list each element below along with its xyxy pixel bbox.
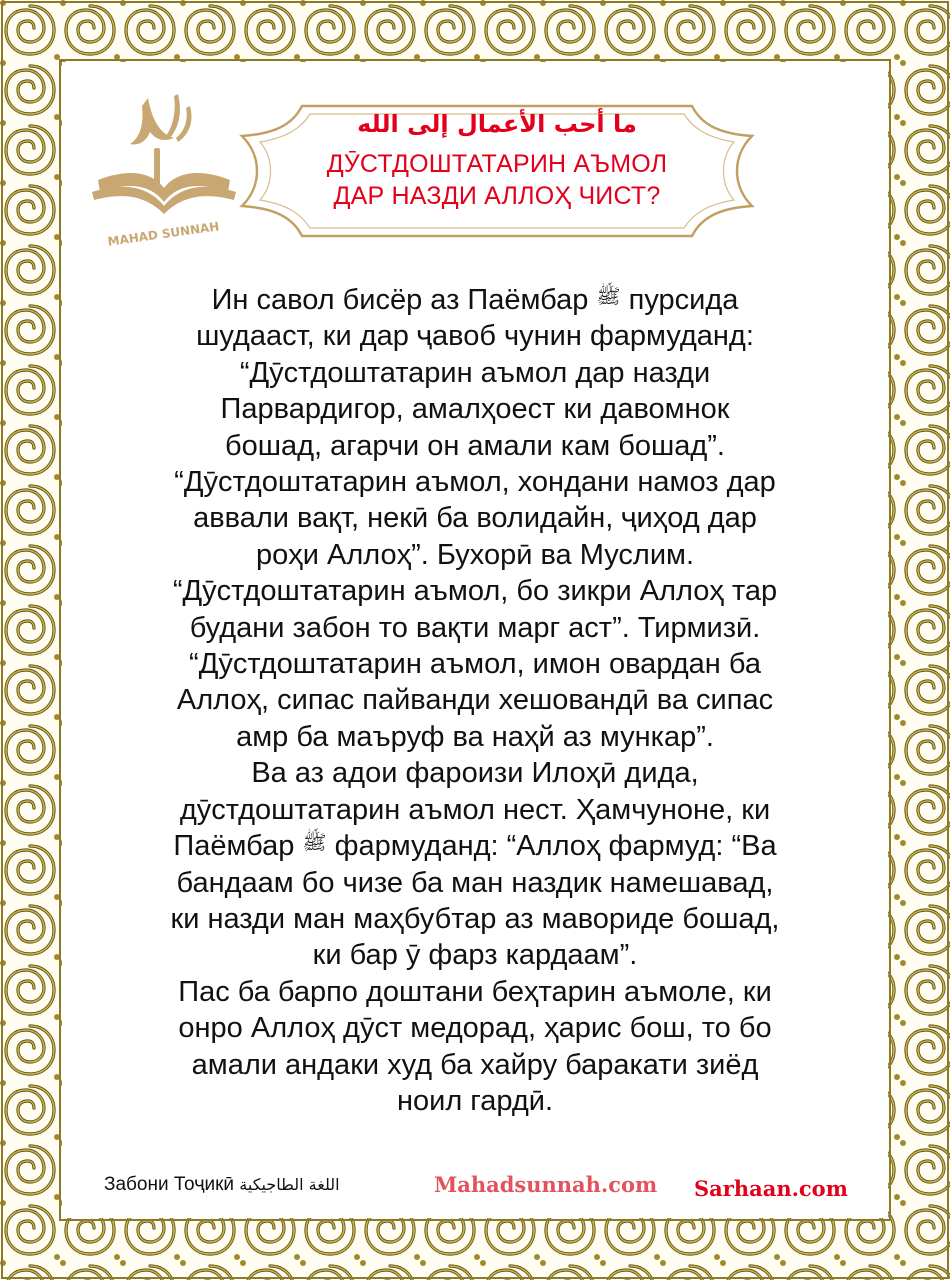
body-line: “Дӯстдоштатарин аъмол, хондани намоз дар <box>174 466 776 499</box>
article-body <box>110 282 840 1119</box>
body-line: бандаам бо чизе ба ман наздик намешавад, <box>176 866 774 899</box>
logo-text: MAHAD SUNNAH <box>106 219 221 249</box>
body-line: амали андаки худ ба хайру баракати зиёд <box>191 1048 759 1081</box>
footer-language <box>104 1174 340 1196</box>
language-label: Забони Тоҷикӣ <box>104 1174 235 1195</box>
body-line: Парвардигор, амалҳоест ки давомнок <box>220 393 730 426</box>
title-arabic: ما أحب الأعمال إلى الله <box>357 110 637 138</box>
body-line: бошад, агарчи он амали кам бошад”. <box>224 429 725 462</box>
body-line: ки назди ман маҳбубтар аз мавориде бошад, <box>170 902 780 935</box>
title-line-1: ДӮСТДОШТАТАРИН АЪМОЛ <box>326 150 668 178</box>
body-line: Ин савол бисёр аз Паёмбар ﷺ пурсида <box>211 284 739 316</box>
body-line: Ва аз адои фароизи Илоҳӣ дида, <box>251 757 699 790</box>
mahad-sunnah-logo <box>78 80 250 250</box>
title-line-2: ДАР НАЗДИ АЛЛОҲ ЧИСТ? <box>333 182 661 210</box>
title-banner <box>232 96 762 246</box>
body-line: роҳи Аллоҳ”. Бухорӣ ва Муслим. <box>255 538 695 571</box>
language-arabic: اللغة الطاجيكية <box>239 1175 340 1194</box>
body-line: аввали вақт, некӣ ба волидайн, ҷиҳод дар <box>193 502 757 535</box>
body-line: “Дӯстдоштатарин аъмол, имон овардан ба <box>189 648 761 681</box>
body-line: Пас ба барпо доштани беҳтарин аъмоле, ки <box>178 975 772 1008</box>
body-line: Паёмбар ﷺ фармуданд: “Аллоҳ фармуд: “Ва <box>173 830 777 863</box>
body-line: Аллоҳ, сипас пайванди хешовандӣ ва сипас <box>176 684 774 717</box>
body-line: шудааст, ки дар ҷавоб чунин фармуданд: <box>196 320 754 353</box>
body-line: ки бар ӯ фарз кардаам”. <box>312 939 638 972</box>
body-line: будани забон то вақти марг аст”. Тирмизӣ. <box>189 611 761 644</box>
footer-site-sarhaan[interactable]: Sarhaan.com <box>694 1176 848 1201</box>
body-line: онро Аллоҳ дӯст медорад, ҳарис бош, то бо <box>178 1012 772 1045</box>
footer-site-mahadsunnah[interactable]: Mahadsunnah.com <box>434 1172 658 1197</box>
body-line: амр ба маъруф ва наҳй аз мункар”. <box>236 720 714 753</box>
body-line: дӯстдоштатарин аъмол нест. Ҳамчуноне, ки <box>179 793 771 826</box>
salutation-glyph: ﷺ <box>302 830 327 855</box>
body-line: “Дӯстдоштатарин аъмол, бо зикри Аллоҳ тар <box>172 575 778 608</box>
body-line: “Дӯстдоштатарин аъмол дар назди <box>239 356 711 389</box>
salutation-glyph: ﷺ <box>596 284 621 308</box>
body-line: ноил гардӣ. <box>396 1084 554 1117</box>
